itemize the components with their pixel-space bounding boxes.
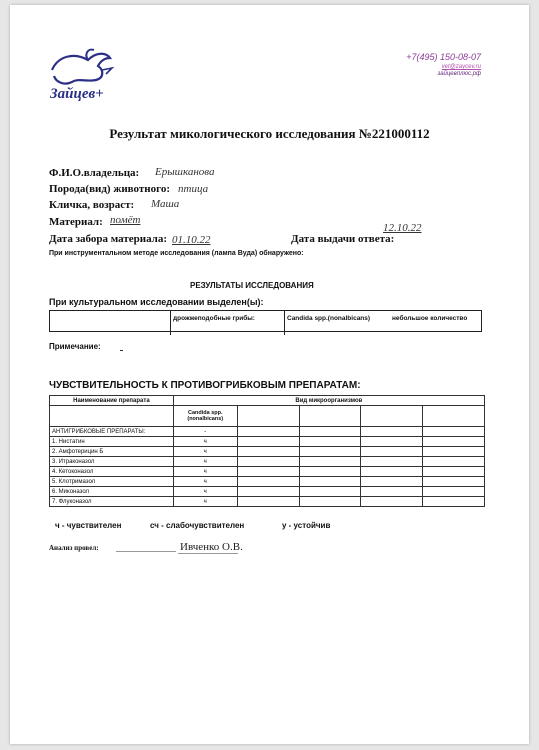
analyst-value: Ивченко О.В. — [180, 541, 243, 553]
legend-sensitive: ч - чувствителен — [55, 521, 122, 530]
phone-number: +7(495) 150-08-07 — [406, 52, 481, 62]
header-species: Вид микроорганизмов — [173, 396, 484, 406]
drug-result: ч — [173, 477, 237, 487]
material-value: помёт — [110, 214, 141, 226]
drug-name: 5. Клотримазол — [50, 477, 174, 487]
note-mark — [120, 350, 123, 351]
table-row — [50, 447, 485, 457]
clinic-logo — [44, 48, 124, 106]
collection-date-value: 01.10.22 — [172, 234, 211, 246]
instrumental-method-text: При инструментальном методе исследования (лампа Вуда) обнаружено: — [49, 250, 304, 257]
contact-block — [406, 52, 481, 77]
breed-label: Порода(вид) животного: — [49, 183, 170, 195]
drug-name: 4. Кетоконазол — [50, 467, 174, 477]
legend-weak: сч - слабочувствителен — [150, 521, 245, 530]
analyst-label: Анализ провел: — [49, 544, 99, 552]
document-title: Результат микологического исследования №221000112 — [109, 126, 430, 141]
breed-value: птица — [178, 183, 209, 195]
drug-result: ч — [173, 437, 237, 447]
drug-name: 6. Миконазол — [50, 487, 174, 497]
collection-date-label: Дата забора материала: — [49, 233, 168, 245]
email-link[interactable]: vet@zaycev.ru — [441, 64, 481, 70]
culture-type: дрожжеподобные грибы: — [170, 311, 255, 335]
document-page — [10, 5, 529, 744]
group-value: - — [173, 427, 237, 437]
culture-label: При культуральном исследовании выделен(ы): — [49, 297, 264, 307]
drug-result: ч — [173, 457, 237, 467]
owner-value: Ерышканова — [155, 166, 215, 178]
header-organism: Candida spp.(nonalbicans) — [173, 406, 237, 427]
legend-resistant: у - устойчив — [282, 521, 331, 530]
group-label: АНТИГРИБКОВЫЕ ПРЕПАРАТЫ: — [50, 427, 174, 437]
signature-line — [116, 551, 176, 552]
analyst-underline — [178, 553, 238, 554]
table-row — [50, 457, 485, 467]
sensitivity-table — [49, 395, 485, 507]
culture-amount: небольшое количество — [392, 315, 468, 322]
drug-result: ч — [173, 497, 237, 507]
table-row — [50, 427, 485, 437]
table-row — [50, 477, 485, 487]
nickname-value: Маша — [151, 198, 180, 210]
issue-date-label: Дата выдачи ответа: — [291, 233, 395, 245]
material-label: Материал: — [49, 216, 103, 228]
nickname-label: Кличка, возраст: — [49, 199, 135, 211]
drug-name: 2. Амфотерицин Б — [50, 447, 174, 457]
issue-date-value: 12.10.22 — [383, 222, 422, 234]
table-row — [50, 467, 485, 477]
table-row — [50, 437, 485, 447]
table-row — [50, 497, 485, 507]
results-heading: РЕЗУЛЬТАТЫ ИССЛЕДОВАНИЯ — [190, 281, 314, 290]
owner-label: Ф.И.О.владельца: — [49, 167, 140, 179]
drug-result: ч — [173, 487, 237, 497]
drug-name: 3. Итраконазол — [50, 457, 174, 467]
drug-name: 7. Флуконазол — [50, 497, 174, 507]
header-drug: Наименование препарата — [50, 396, 174, 406]
table-row — [50, 487, 485, 497]
drug-result: ч — [173, 467, 237, 477]
drug-name: 1. Нистатин — [50, 437, 174, 447]
website: зайцевплюс.рф — [437, 71, 481, 77]
culture-result-box — [49, 310, 482, 332]
drug-result: ч — [173, 447, 237, 457]
culture-organism: Candida spp.(nonalbicans) — [284, 311, 370, 335]
note-label: Примечание: — [49, 342, 101, 351]
svg-text:Зайцев+: Зайцев+ — [50, 86, 104, 102]
sensitivity-heading: ЧУВСТВИТЕЛЬНОСТЬ К ПРОТИВОГРИБКОВЫМ ПРЕПАРАТАМ: — [49, 380, 361, 391]
